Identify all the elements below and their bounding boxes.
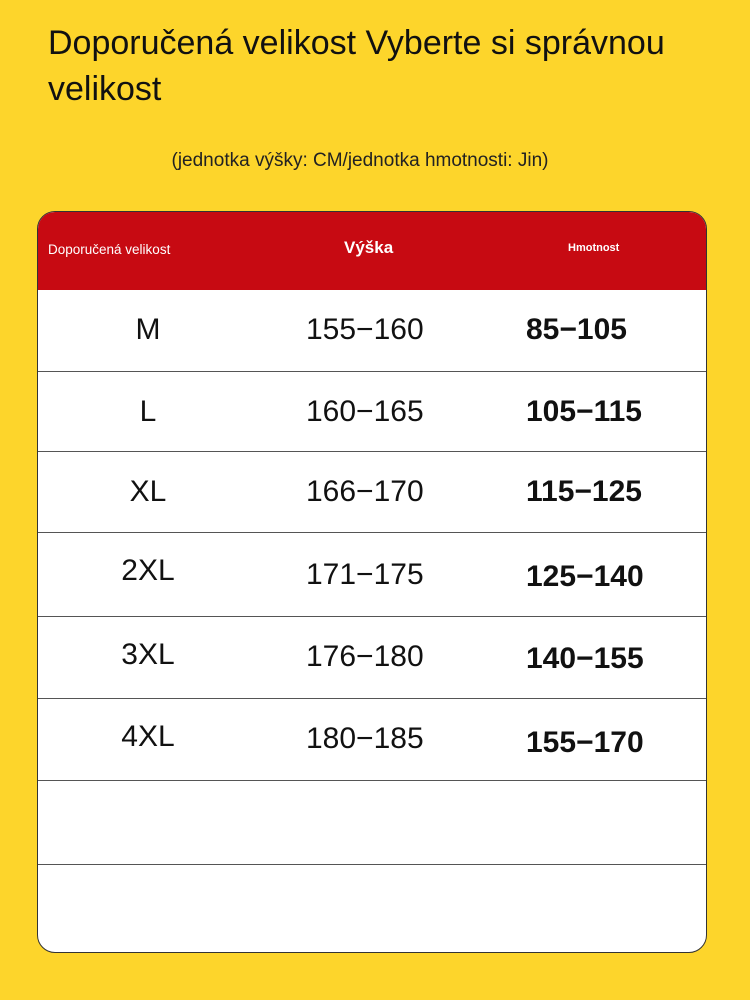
table-row bbox=[38, 290, 706, 371]
header-size: Doporučená velikost bbox=[48, 242, 171, 257]
height-cell: 176−180 bbox=[306, 640, 424, 673]
weight-cell: 155−170 bbox=[526, 726, 644, 759]
header-weight: Hmotnost bbox=[568, 242, 620, 254]
table-row bbox=[38, 616, 706, 698]
size-cell: XL bbox=[129, 475, 167, 508]
height-cell: 171−175 bbox=[306, 558, 424, 591]
size-chart-table bbox=[37, 211, 707, 953]
size-cell: L bbox=[139, 395, 157, 428]
size-cell: M bbox=[135, 313, 161, 346]
weight-cell: 105−115 bbox=[526, 395, 642, 428]
height-cell: 180−185 bbox=[306, 722, 424, 755]
height-cell: 160−165 bbox=[306, 395, 424, 428]
table-row bbox=[38, 451, 706, 532]
height-cell: 166−170 bbox=[306, 475, 424, 508]
page-title: Doporučená velikost Vyberte si správnou velikost bbox=[48, 24, 665, 108]
size-cell: 3XL bbox=[121, 638, 175, 671]
table-row bbox=[38, 371, 706, 451]
table-row bbox=[38, 864, 706, 953]
weight-cell: 140−155 bbox=[526, 642, 644, 675]
height-cell: 155−160 bbox=[306, 313, 424, 346]
weight-cell: 125−140 bbox=[526, 560, 644, 593]
table-header bbox=[38, 212, 706, 290]
table-row bbox=[38, 698, 706, 780]
weight-cell: 85−105 bbox=[526, 313, 627, 346]
size-cell: 4XL bbox=[121, 720, 175, 753]
units-note: (jednotka výšky: CM/jednotka hmotnosti: Jin) bbox=[171, 150, 549, 171]
size-cell: 2XL bbox=[121, 554, 175, 587]
weight-cell: 115−125 bbox=[526, 475, 642, 508]
table-row bbox=[38, 532, 706, 616]
table-row bbox=[38, 780, 706, 864]
header-height: Výška bbox=[344, 238, 394, 257]
